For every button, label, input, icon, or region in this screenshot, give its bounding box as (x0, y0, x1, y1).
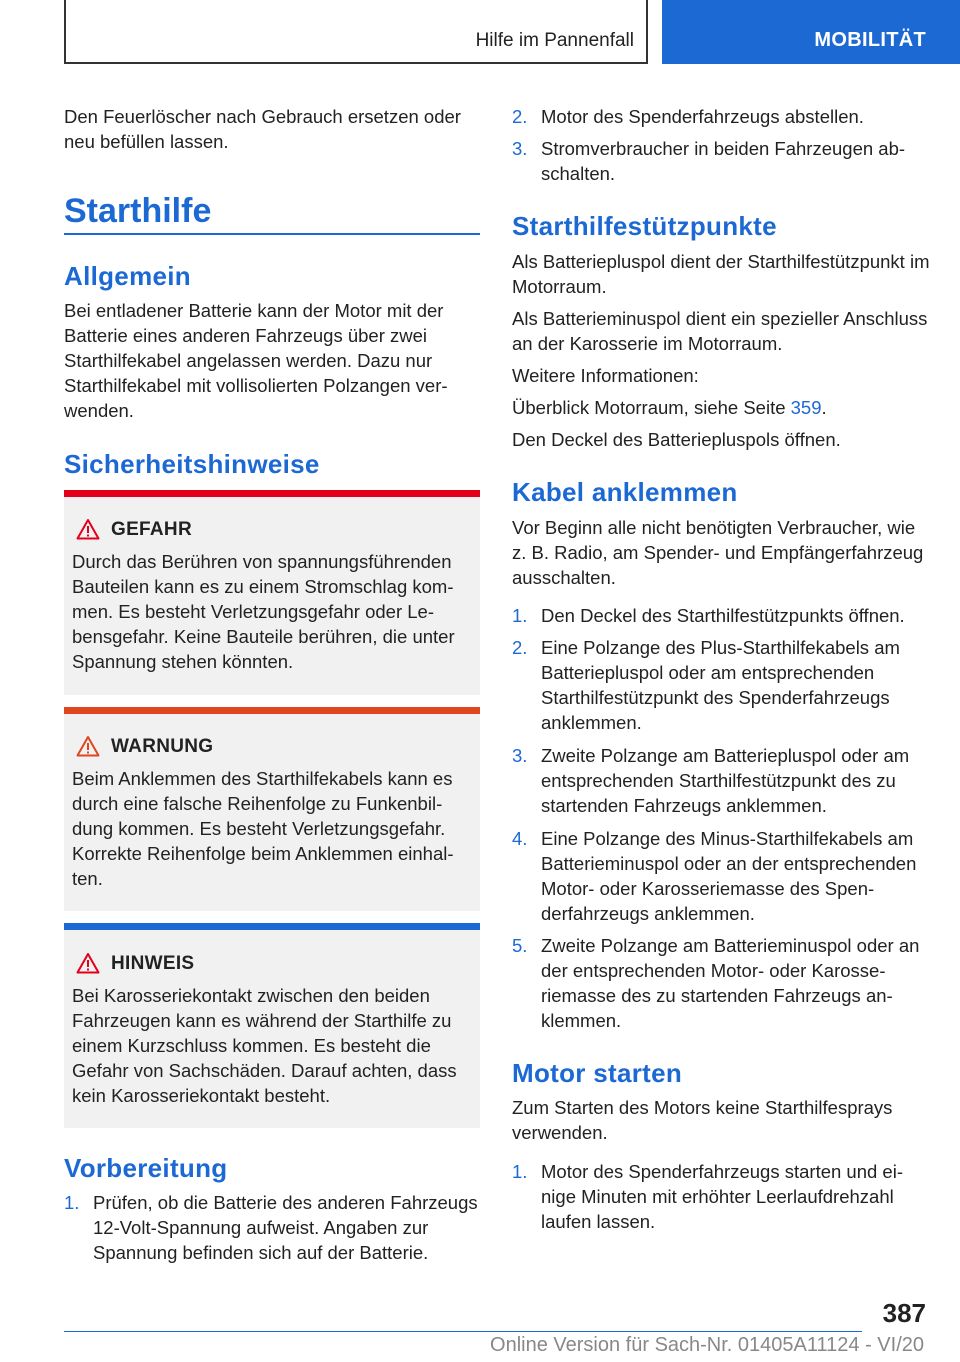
list-text: Stromverbraucher in beiden Fahrzeugen abschalten. (541, 138, 906, 184)
warning-bar (64, 923, 480, 930)
heading-vorbereitung: Vorbereitung (64, 1153, 228, 1183)
header-chapter-title: MOBILITÄT (814, 29, 926, 51)
warning-title: WARNUNG (111, 736, 214, 757)
warning-box-hinweis (64, 923, 480, 1128)
allgemein-paragraph: Bei entladener Batterie kann der Motor mit der Batterie eines anderen Fahrzeugs über zwei Starthilfekabel angelassen werden. Dazu nur Starthilfekabel mit vollisolierten Polzangen verwenden. (64, 300, 448, 421)
stuetz-paragraph-2: Als Batterieminuspol dient ein spezieller Anschluss an der Karosserie im Motorraum. (512, 308, 928, 354)
list-number: 4. (512, 828, 528, 849)
warning-box-warnung (64, 707, 480, 911)
list-text: Eine Polzange des Minus-Starthilfekabels am Batterieminuspol oder an der entsprechenden Motor- oder Karosseriemasse des Spenderfahrzeugs anklemmen. (541, 828, 917, 924)
stuetz-ref-end: . (821, 397, 827, 418)
list-number: 1. (512, 605, 528, 626)
stuetz-paragraph-4 (512, 395, 932, 420)
page-reference-link[interactable]: 359 (790, 397, 822, 418)
header-section-title: Hilfe im Pannenfall (475, 30, 634, 51)
list-number: 2. (512, 637, 528, 658)
warning-text: Durch das Berühren von spannungsführenden Bauteilen kann es zu einem Stromschlag kommen. Es besteht Verletzungsgefahr oder Lebensgefahr. Keine Bauteile berühren, die unter Spannung stehen könnten. (72, 551, 455, 672)
page-title: Starthilfe (64, 192, 212, 230)
stuetz-ref-text: Überblick Motorraum, siehe Seite (512, 397, 791, 418)
warning-triangle-icon (76, 735, 100, 757)
header-section-tab (64, 0, 648, 64)
warning-title: GEFAHR (111, 519, 192, 540)
warning-triangle-icon (76, 952, 100, 974)
stuetz-paragraph-3: Weitere Informationen: (512, 365, 699, 386)
page-number: 387 (882, 1298, 926, 1328)
motor-intro: Zum Starten des Motors keine Starthilfesprays verwenden. (512, 1097, 893, 1143)
heading-starthilfestuetzpunkte: Starthilfestützpunkte (512, 211, 777, 241)
heading-allgemein: Allgemein (64, 261, 191, 291)
warning-title: HINWEIS (111, 953, 195, 974)
footer-rule (64, 1331, 862, 1332)
list-number: 5. (512, 935, 528, 956)
kabel-intro: Vor Beginn alle nicht benötigten Verbraucher, wie z. B. Radio, am Spender- und Empfängerfahrzeug ausschalten. (512, 517, 924, 588)
intro-paragraph: Den Feuerlöscher nach Gebrauch ersetzen oder neu befüllen lassen. (64, 106, 461, 152)
list-number: 1. (512, 1161, 528, 1182)
title-rule (64, 233, 480, 235)
heading-sicherheitshinweise: Sicherheitshinweise (64, 449, 320, 479)
list-text: Zweite Polzange am Batteriepluspol oder am entsprechenden Starthilfestützpunkt des zu startenden Fahrzeugs anklemmen. (541, 745, 910, 816)
list-text: Eine Polzange des Plus-Starthilfekabels am Batteriepluspol oder am entsprechenden Starthilfestützpunkt des Spenderfahrzeugs anklemmen. (541, 637, 900, 733)
warning-bar (64, 707, 480, 714)
list-text: Den Deckel des Starthilfestützpunkts öffnen. (541, 605, 905, 626)
list-number: 3. (512, 138, 528, 159)
header-chapter-tab (662, 0, 960, 64)
list-number: 3. (512, 745, 528, 766)
warning-text: Bei Karosseriekontakt zwischen den beiden Fahrzeugen kann es während der Starthilfe zu einem Kurzschluss kommen. Es besteht die Gefahr von Sachschäden. Darauf achten, dass kein Karosseriekontakt besteht. (72, 985, 457, 1106)
footer-online-version: Online Version für Sach-Nr. 01405A11124 - VI/20 (490, 1334, 924, 1356)
warning-text: Beim Anklemmen des Starthilfekabels kann es durch eine falsche Reihenfolge zu Funkenbildung kommen. Es besteht Verletzungsgefahr. Korrekte Reihenfolge beim Anklemmen einhalten. (72, 768, 454, 889)
heading-motor-starten: Motor starten (512, 1058, 683, 1088)
list-text: Zweite Polzange am Batterieminuspol oder an der entsprechenden Motor- oder Karosseriemasse des zu startenden Fahrzeugs anklemmen. (541, 935, 920, 1031)
list-text: Motor des Spenderfahrzeugs starten und einige Minuten mit erhöhter Leerlaufdrehzahl laufen lassen. (541, 1161, 903, 1232)
warning-box-gefahr (64, 490, 480, 695)
list-number: 1. (64, 1192, 80, 1213)
stuetz-paragraph-1: Als Batteriepluspol dient der Starthilfestützpunkt im Motorraum. (512, 251, 930, 297)
list-text: Prüfen, ob die Batterie des anderen Fahrzeugs 12-Volt-Spannung aufweist. Angaben zur Spannung befinden sich auf der Batterie. (93, 1192, 478, 1263)
heading-kabel-anklemmen: Kabel anklemmen (512, 477, 738, 507)
warning-bar (64, 490, 480, 497)
stuetz-paragraph-5: Den Deckel des Batteriepluspols öffnen. (512, 429, 841, 450)
list-text: Motor des Spenderfahrzeugs abstellen. (541, 106, 864, 127)
warning-triangle-icon (76, 518, 100, 540)
list-number: 2. (512, 106, 528, 127)
